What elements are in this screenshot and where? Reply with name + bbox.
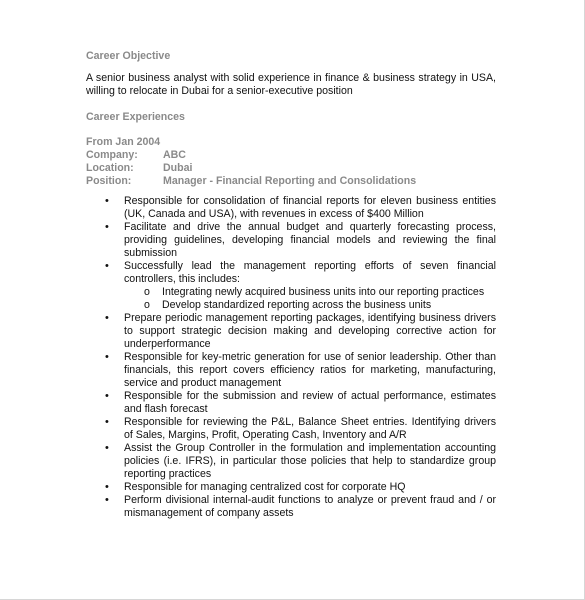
list-item-text: Responsible for consolidation of financial reports for eleven business entities (UK, Canada and USA), with revenues in excess of $400 Million [124, 195, 496, 220]
sub-list [124, 286, 496, 312]
list-item-text: Successfully lead the management reporting efforts of seven financial controllers, this includes: [124, 260, 496, 285]
bullet-icon: • [105, 442, 109, 454]
sub-list-item [124, 286, 496, 299]
company-value: ABC [163, 149, 186, 161]
bullet-icon: • [105, 494, 109, 506]
sub-list-item [124, 299, 496, 312]
responsibilities-list [86, 195, 496, 520]
career-objective-heading: Career Objective [86, 50, 171, 62]
list-item [86, 442, 496, 481]
list-item [86, 312, 496, 351]
bullet-icon: • [105, 351, 109, 363]
location-row [86, 162, 496, 175]
list-item-text: Facilitate and drive the annual budget and quarterly forecasting process, providing guidelines, developing financial models and reviewing the final submission [124, 221, 496, 259]
list-item [86, 494, 496, 520]
bullet-icon: • [105, 195, 109, 207]
list-item [86, 351, 496, 390]
list-item [86, 481, 496, 494]
list-item [86, 260, 496, 312]
list-item-text: Prepare periodic management reporting packages, identifying business drivers to support strategic decision making and developing corrective action for underperformance [124, 312, 496, 350]
list-item-text: Responsible for key-metric generation for use of senior leadership. Other than financials, this report covers efficiency ratios for marketing, manufacturing, service and product management [124, 351, 496, 389]
experience-date [86, 136, 496, 149]
company-label: Company: [86, 149, 138, 161]
sub-list-item-text: Develop standardized reporting across the business units [162, 299, 432, 311]
list-item-text: Perform divisional internal-audit functions to analyze or prevent fraud and / or mismanagement of company assets [124, 494, 496, 519]
bullet-icon: • [105, 312, 109, 324]
list-item-text: Responsible for the submission and review of actual performance, estimates and flash forecast [124, 390, 496, 415]
location-label: Location: [86, 162, 134, 174]
bullet-icon: • [105, 221, 109, 233]
bullet-icon: • [105, 481, 109, 493]
list-item-text: Assist the Group Controller in the formulation and implementation accounting policies (i.e. IFRS), in particular those policies that help to standardize group reporting practices [124, 442, 496, 480]
location-value: Dubai [163, 162, 193, 174]
list-item [86, 390, 496, 416]
company-row [86, 149, 496, 162]
career-objective-text: A senior business analyst with solid experience in finance & business strategy in USA, willing to relocate in Dubai for a senior-executive position [86, 72, 496, 97]
bullet-icon: • [105, 260, 109, 272]
list-item [86, 195, 496, 221]
circle-bullet-icon: o [144, 286, 150, 298]
position-label: Position: [86, 175, 132, 187]
bullet-icon: • [105, 416, 109, 428]
sub-list-item-text: Integrating newly acquired business units into our reporting practices [162, 286, 485, 298]
list-item-text: Responsible for managing centralized cost for corporate HQ [124, 481, 406, 493]
list-item [86, 416, 496, 442]
resume-content [86, 50, 496, 520]
position-value: Manager - Financial Reporting and Consolidations [163, 175, 417, 187]
from-date: From Jan 2004 [86, 136, 161, 148]
career-experiences-heading: Career Experiences [86, 111, 185, 123]
position-row [86, 175, 496, 188]
bullet-icon: • [105, 390, 109, 402]
list-item [86, 221, 496, 260]
list-item-text: Responsible for reviewing the P&L, Balance Sheet entries. Identifying drivers of Sales, Margins, Profit, Operating Cash, Inventory and A/R [124, 416, 496, 441]
circle-bullet-icon: o [144, 299, 150, 311]
